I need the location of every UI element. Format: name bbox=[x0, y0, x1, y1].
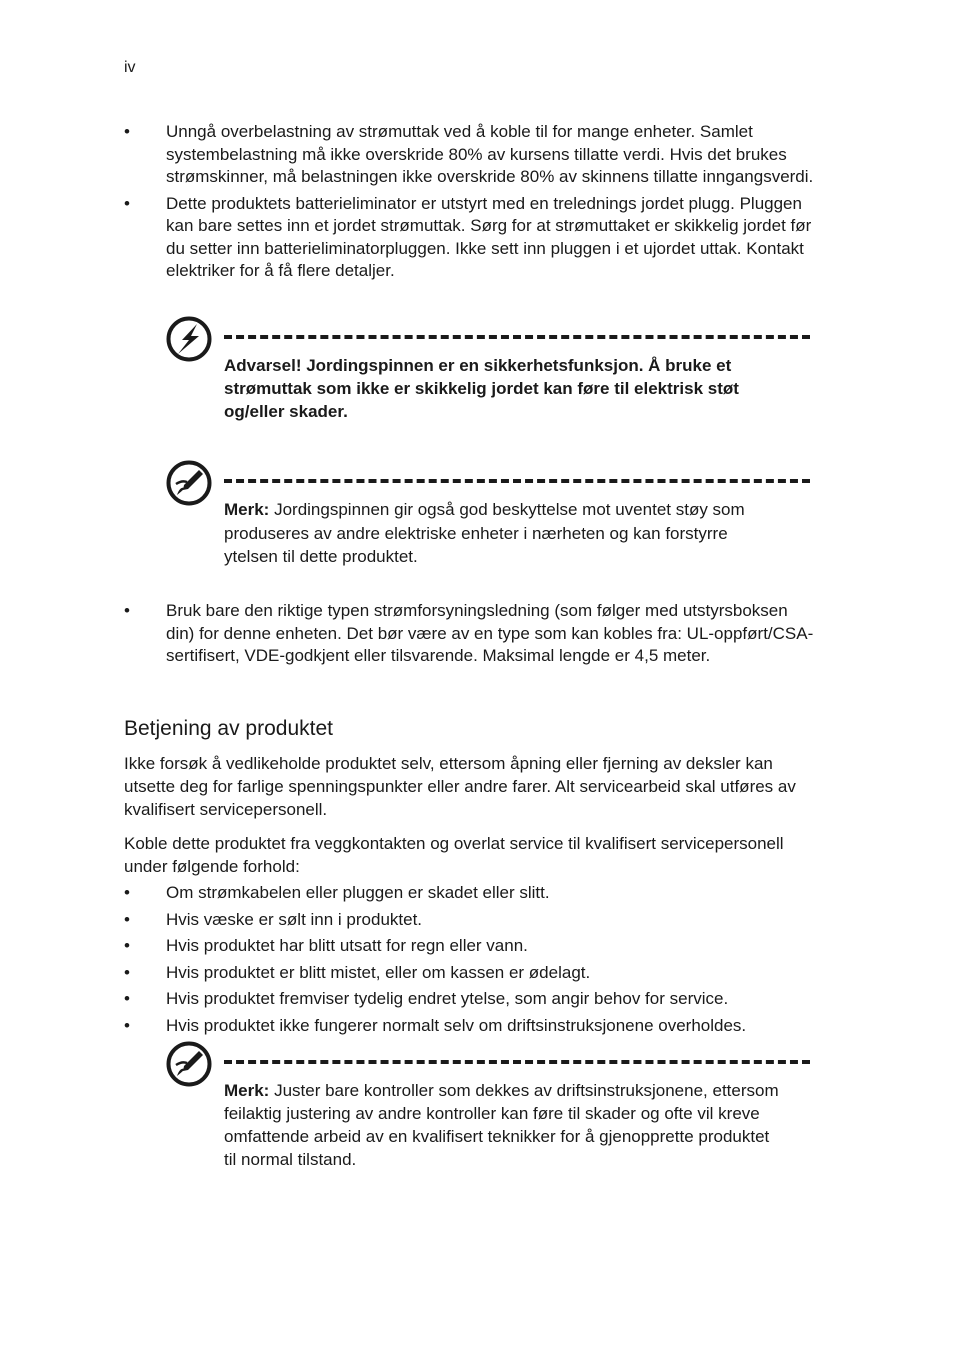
note-pen-icon bbox=[166, 1041, 212, 1087]
list-item: • Unngå overbelastning av strømuttak ved å koble til for mange enheter. Samlet systembelastning må ikke overskride 80% av kursens tillatte verdi. Hvis det brukes strømskinner, må belastningen ikke overskride 80% av skinnens tillatte inngangsverdi. bbox=[124, 121, 814, 189]
note-body: Juster bare kontroller som dekkes av driftsinstruksjonene, ettersom feilaktig justering av andre kontroller kan føre til skader og ofte vil kreve omfattende arbeid av en kvalifisert teknikker for å gjenopprette produktet til normal tilstand. bbox=[224, 1081, 779, 1169]
paragraph: Ikke forsøk å vedlikeholde produktet selv, ettersom åpning eller fjerning av deksler kan utsette deg for farlige spenningspunkter eller andre farer. Alt servicearbeid skal utføres av kvalifisert servicepersonell. bbox=[124, 754, 796, 819]
note-text bbox=[224, 498, 784, 569]
paragraph: Koble dette produktet fra veggkontakten og overlat service til kvalifisert servicepersonell under følgende forhold: bbox=[124, 834, 784, 876]
note-label: Merk: bbox=[224, 1081, 270, 1100]
list-item: • Dette produktets batterieliminator er utstyrt med en trelednings jordet plugg. Pluggen kan bare settes inn et jordet strømuttak. Sørg for at strømuttaket er skikkelig jordet før du setter inn batterieliminatorpluggen. Ikke sett inn pluggen i et ujordet uttak. Kontakt elektriker for å få flere detaljer. bbox=[124, 193, 814, 283]
note-body: Jordingspinnen gir også god beskyttelse mot uventet støy som produseres av andre elektriske enheter i nærheten og kan forstyrre ytelsen til dette produktet. bbox=[224, 500, 745, 566]
list-item: • Bruk bare den riktige typen strømforsyningsledning (som følger med utstyrsboksen din) for denne enheten. Det bør være av en type som kan kobles fra: UL-oppført/CSA-sertifisert, VDE-godkjent eller tilsvarende. Maksimal lengde er 4,5 meter. bbox=[124, 600, 814, 668]
note-text bbox=[224, 1079, 784, 1171]
service-conditions-list bbox=[124, 882, 814, 1041]
dashed-divider bbox=[224, 1060, 810, 1064]
note-pen-icon bbox=[166, 460, 212, 506]
bullet-list-top bbox=[124, 121, 814, 283]
warning-text: Advarsel! Jordingspinnen er en sikkerhetsfunksjon. Å bruke et strømuttak som ikke er skikkelig jordet kan føre til elektrisk støt og/eller skader. bbox=[224, 356, 739, 421]
list-item: • Hvis produktet fremviser tydelig endret ytelse, som angir behov for service. bbox=[124, 988, 814, 1010]
list-item: • Hvis produktet ikke fungerer normalt selv om driftsinstruksjonene overholdes. bbox=[124, 1015, 814, 1037]
lightning-warning-icon bbox=[166, 316, 212, 362]
dashed-divider bbox=[224, 335, 810, 339]
page-number: iv bbox=[124, 59, 136, 76]
list-item: • Om strømkabelen eller pluggen er skadet eller slitt. bbox=[124, 882, 814, 904]
note-label: Merk: bbox=[224, 500, 270, 519]
section-heading: Betjening av produktet bbox=[124, 717, 333, 740]
list-item: • Hvis væske er sølt inn i produktet. bbox=[124, 909, 814, 931]
bullet-list-mid bbox=[124, 600, 814, 668]
dashed-divider bbox=[224, 479, 810, 483]
list-item: • Hvis produktet er blitt mistet, eller om kassen er ødelagt. bbox=[124, 962, 814, 984]
list-item: • Hvis produktet har blitt utsatt for regn eller vann. bbox=[124, 935, 814, 957]
